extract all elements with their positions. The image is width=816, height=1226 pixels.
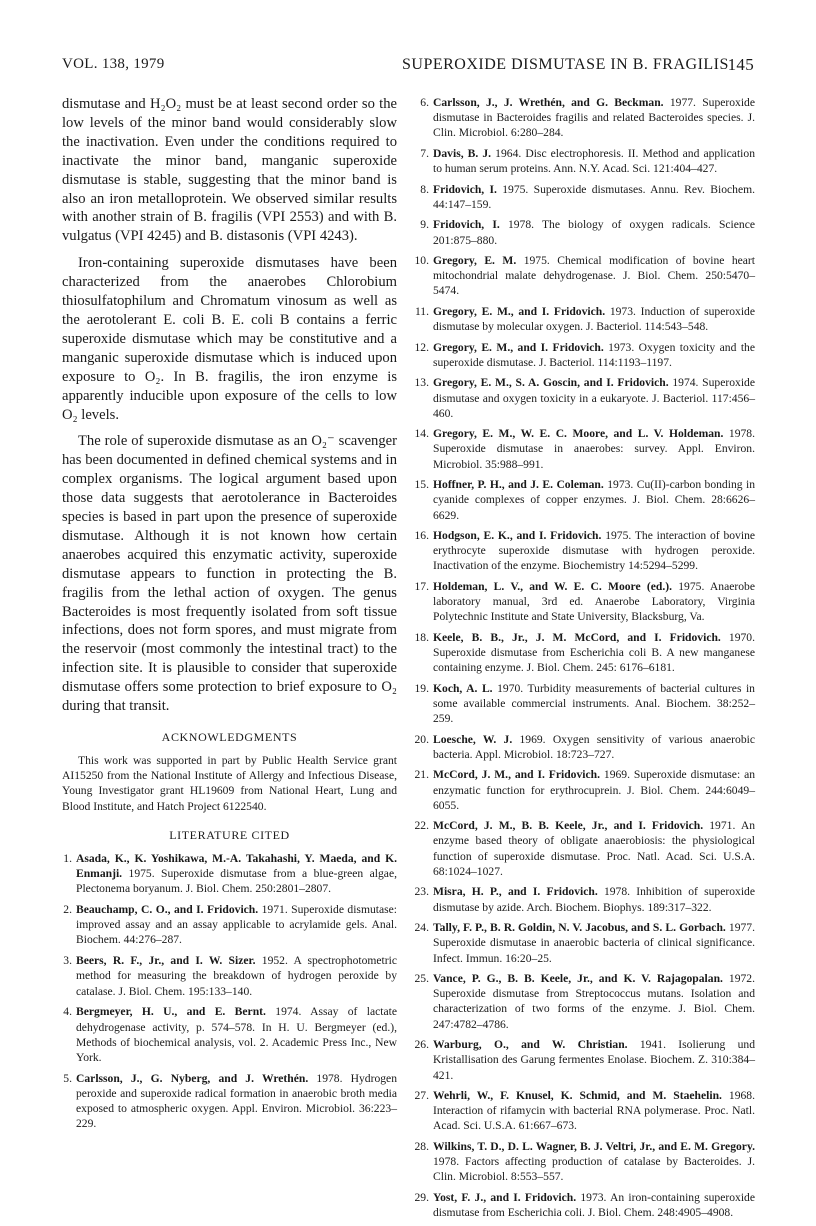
reference-number: 3. xyxy=(63,954,72,968)
literature-heading: LITERATURE CITED xyxy=(169,827,290,842)
reference-text: 1973. Cu(II)-carbon bonding in cyanide complexes of copper enzymes. J. Biol. Chem. 28:6626–6629. xyxy=(433,478,755,522)
reference-item xyxy=(414,1088,755,1134)
reference-text: 1978. Hydrogen peroxide and superoxide radical formation in anaerobic broth media exposed to atmospheric oxygen. Appl. Environ. Microbiol. 36:223–229. xyxy=(76,1071,397,1131)
reference-number: 23. xyxy=(414,885,429,899)
reference-item xyxy=(414,630,755,676)
body-paragraph-2: Iron-containing superoxide dismutases have been characterized from the anaerobes Chlorobium thiosulfatophilum and Chromatum vinosum as well as the aerotolerant E. coli B. E. coli B contains a ferric superoxide dismutase which may be constitutive and a manganic superoxide dismutase which is induced upon exposure to O₂. In B. fragilis, the iron enzyme is apparently inducible upon exposure of the cells to low O₂ levels. xyxy=(62,255,397,423)
reference-text: 1941. Isolierung und Kristallisation des Garung fermentes Enolase. Biochem. Z. 310:384–421. xyxy=(433,1038,755,1082)
reference-authors: Gregory, E. M. xyxy=(433,254,517,268)
running-title: SUPEROXIDE DISMUTASE IN B. FRAGILIS xyxy=(402,56,729,73)
reference-number: 21. xyxy=(414,768,429,782)
reference-text: 1970. Superoxide dismutase from Escherichia coli B. A new manganese containing enzyme. J. Biol. Chem. 245: 6176–6181. xyxy=(433,630,755,675)
reference-authors: Hodgson, E. K., and I. Fridovich. xyxy=(433,529,602,543)
reference-authors: Koch, A. L. xyxy=(433,681,493,695)
reference-number: 13. xyxy=(414,376,429,390)
reference-authors: McCord, J. M., B. B. Keele, Jr., and I. Fridovich. xyxy=(433,819,704,833)
reference-number: 1. xyxy=(63,851,72,865)
reference-text: 1974. Assay of lactate dehydrogenase activity, p. 574–578. In H. U. Bergmeyer (ed.), Methods of biochemical analysis, vol. 2. Academic Press Inc., New York. xyxy=(76,1005,398,1065)
reference-text: 1975. Superoxide dismutase from a blue-green algae, Plectonema boryanum. J. Biol. Chem. 250:2801–2807. xyxy=(76,867,397,896)
reference-item xyxy=(414,1139,755,1185)
reference-item xyxy=(414,426,755,472)
reference-item xyxy=(414,340,755,370)
reference-number: 26. xyxy=(414,1038,429,1052)
reference-text: 1973. Induction of superoxide dismutase by molecular oxygen. J. Bacteriol. 114:543–548. xyxy=(433,304,755,334)
reference-text: 1964. Disc electrophoresis. II. Method and application to human serum proteins. Ann. N.Y. Acad. Sci. 121:404–427. xyxy=(433,146,755,176)
reference-list-left xyxy=(62,851,397,1132)
page-number: 145 xyxy=(727,55,754,74)
body-paragraph-3: The role of superoxide dismutase as an O₂⁻ scavenger has been documented in defined chemical systems and in complex organisms. The logical argument based upon those data suggests that aerotolerance in Bacteroides species is based in part upon the presence of superoxide dismutase. Although it is not known how certain anaerobes acquired this enzymatic activity, superoxide dismutase appears to function in protecting the B. fragilis from the lethal action of oxygen. The genus Bacteroides is most frequently isolated from soft tissue infections, does not form spores, and must migrate from the reservoir (most commonly the intestinal tract) to the infection site. It is plausible to consider that superoxide dismutase offers some protection to brief exposure to O₂ during that transit. xyxy=(62,433,397,715)
reference-item xyxy=(414,528,756,574)
reference-text: 1970. Turbidity measurements of bacterial cultures in some available commercial instruments. Anal. Biochem. 38:252–259. xyxy=(433,681,755,726)
reference-number: 9. xyxy=(420,218,429,232)
reference-authors: Holdeman, L. V., and W. E. C. Moore (ed.). xyxy=(433,579,672,593)
journal-volume: VOL. 138, 1979 xyxy=(62,56,165,72)
running-header xyxy=(62,52,754,76)
reference-authors: Beers, R. F., Jr., and I. W. Sizer. xyxy=(76,954,256,968)
reference-authors: Wilkins, T. D., D. L. Wagner, B. J. Veltri, Jr., and E. M. Gregory. xyxy=(433,1139,755,1153)
reference-authors: Gregory, E. M., and I. Fridovich. xyxy=(433,304,606,318)
right-column xyxy=(414,95,756,1226)
reference-text: 1969. Oxygen sensitivity of various anaerobic bacteria. Appl. Microbiol. 18:723–727. xyxy=(433,732,755,761)
reference-authors: Warburg, O., and W. Christian. xyxy=(433,1038,628,1052)
reference-number: 4. xyxy=(63,1005,72,1019)
reference-authors: Davis, B. J. xyxy=(433,146,492,160)
reference-number: 27. xyxy=(414,1089,429,1103)
reference-number: 2. xyxy=(63,903,72,917)
acknowledgments-text: This work was supported in part by Public Health Service grant AI15250 from the National Institute of Allergy and Infectious Disease, Young Investigator grant HL19609 from National Heart, Lung and Blood Institute, and Hatch Project 6122540. xyxy=(62,754,397,813)
reference-number: 12. xyxy=(414,340,429,354)
reference-item xyxy=(414,477,755,523)
reference-authors: Carlsson, J., J. Wrethén, and G. Beckman. xyxy=(433,96,664,109)
reference-authors: Vance, P. G., B. B. Keele, Jr., and K. V. Rajagopalan. xyxy=(433,972,723,985)
reference-item xyxy=(419,95,755,141)
body-text xyxy=(62,95,397,716)
reference-number: 18. xyxy=(414,630,429,644)
reference-number: 11. xyxy=(414,304,429,318)
reference-text: 1975. The interaction of bovine erythrocyte superoxide dismutase with hydrogen peroxide. Inactivation of the enzyme. Biochemistry 14:5294–5299. xyxy=(433,529,756,573)
reference-item xyxy=(62,902,397,948)
reference-item xyxy=(414,375,755,421)
reference-text: 1975. Anaerobe laboratory manual, 3rd ed. Anaerobe Laboratory, Virginia Polytechnic Institute and State University, Blacksburg, Va. xyxy=(433,579,755,624)
reference-item xyxy=(62,953,397,999)
reference-authors: Misra, H. P., and I. Fridovich. xyxy=(433,885,598,899)
reference-item xyxy=(62,1004,397,1065)
reference-number: 25. xyxy=(414,972,429,985)
reference-text: 1968. Interaction of rifamycin with bacterial RNA polymerase. Proc. Natl. Acad. Sci. U.S.A. 61:667–673. xyxy=(433,1089,755,1133)
reference-text: 1974. Superoxide dismutase and oxygen toxicity in a eukaryote. J. Bacteriol. 117:456–460. xyxy=(433,376,755,420)
reference-number: 10. xyxy=(414,254,429,268)
reference-text: 1972. Superoxide dismutase from Streptococcus mutans. Isolation and characterization of two forms of the enzyme. J. Biol. Chem. 247:4782–4786. xyxy=(433,972,755,1031)
reference-authors: Hoffner, P. H., and J. E. Coleman. xyxy=(433,478,604,492)
reference-number: 28. xyxy=(414,1139,429,1153)
reference-authors: Bergmeyer, H. U., and E. Bernt. xyxy=(76,1005,266,1019)
reference-number: 19. xyxy=(414,681,429,695)
reference-number: 7. xyxy=(420,146,429,160)
reference-text: 1952. A spectrophotometric method for measuring the breakdown of hydrogen peroxide by catalase. J. Biol. Chem. 195:133–140. xyxy=(76,954,398,998)
reference-text: 1977. Superoxide dismutase in Bacteroides fragilis and related Bacteroides species. J. Clin. Microbiol. 6:280–284. xyxy=(433,96,756,140)
reference-authors: Beauchamp, C. O., and I. Fridovich. xyxy=(76,903,259,917)
reference-text: 1978. Factors affecting production of catalase by Bacteroides. J. Clin. Microbiol. 8:553–557. xyxy=(433,1155,755,1184)
left-column xyxy=(62,95,397,1137)
reference-text: 1977. Superoxide dismutase in anaerobic bacteria of clinical significance. Infect. Immun. 16:20–25. xyxy=(433,921,755,965)
reference-authors: Fridovich, I. xyxy=(433,182,497,196)
reference-authors: Gregory, E. M., W. E. C. Moore, and L. V. Holdeman. xyxy=(433,427,724,441)
reference-item xyxy=(62,851,397,897)
reference-list-right xyxy=(414,95,756,1220)
reference-authors: Gregory, E. M., S. A. Goscin, and I. Fridovich. xyxy=(433,376,669,390)
reference-item xyxy=(414,579,755,625)
reference-text: 1969. Superoxide dismutase: an enzymatic function for erythrocuprein. J. Biol. Chem. 244:6049–6055. xyxy=(433,768,756,812)
reference-number: 5. xyxy=(63,1071,72,1085)
reference-text: 1975. Superoxide dismutases. Annu. Rev. Biochem. 44:147–159. xyxy=(433,182,756,211)
reference-authors: Tally, F. P., B. R. Goldin, N. V. Jacobus, and S. L. Gorbach. xyxy=(433,921,726,935)
reference-number: 14. xyxy=(414,427,429,441)
reference-number: 6. xyxy=(420,96,429,109)
reference-text: 1973. An iron-containing superoxide dismutase from Escherichia coli. J. Biol. Chem. 248:4905–4908. xyxy=(433,1190,755,1220)
reference-item xyxy=(419,146,755,176)
acknowledgments-heading: ACKNOWLEDGMENTS xyxy=(161,730,298,744)
reference-authors: Fridovich, I. xyxy=(433,218,500,232)
reference-authors: Loesche, W. J. xyxy=(433,732,513,746)
reference-text: 1975. Chemical modification of bovine heart mitochondrial malate dehydrogenase. J. Biol. Chem. 250:5470–5474. xyxy=(433,254,755,298)
reference-authors: Yost, F. J., and I. Fridovich. xyxy=(433,1190,577,1204)
reference-number: 8. xyxy=(420,182,429,196)
reference-item xyxy=(62,1071,397,1132)
reference-item xyxy=(414,818,755,879)
reference-number: 24. xyxy=(414,921,429,935)
reference-authors: Asada, K., K. Yoshikawa, M.-A. Takahashi, Y. Maeda, and K. Enmanji. xyxy=(76,851,397,881)
reference-number: 16. xyxy=(414,529,429,543)
reference-number: 15. xyxy=(414,478,429,492)
reference-text: 1978. Superoxide dismutase in anaerobes: survey. Appl. Environ. Microbiol. 35:988–991. xyxy=(433,427,755,471)
reference-text: 1971. Superoxide dismutase: improved assay and an assay applicable to acrylamide gels. Anal. Biochem. 44:276–287. xyxy=(76,903,398,947)
reference-authors: Wehrli, W., F. Knusel, K. Schmid, and M. Staehelin. xyxy=(433,1089,722,1103)
reference-authors: Keele, B. B., Jr., J. M. McCord, and I. Fridovich. xyxy=(433,630,721,644)
reference-item xyxy=(414,732,755,762)
reference-number: 29. xyxy=(414,1190,429,1204)
reference-item xyxy=(414,304,755,334)
reference-item xyxy=(414,1037,755,1083)
reference-authors: McCord, J. M., and I. Fridovich. xyxy=(433,768,600,782)
reference-number: 20. xyxy=(414,732,429,746)
reference-item xyxy=(414,767,756,813)
reference-item xyxy=(414,884,755,914)
body-paragraph-1: dismutase and H₂O₂ must be at least second order so the low levels of the minor band would considerably slow the inactivation. Even under the conditions required to inactivate the minor band, manganic superoxide dismutase is stable, suggesting that the minor band is also an iron metalloprotein. We observed similar results with another strain of B. fragilis (VPI 2553) and with B. vulgatus (VPI 4245) and B. distasonis (VPI 4243). xyxy=(62,96,397,245)
reference-item xyxy=(414,920,755,966)
reference-item xyxy=(414,253,755,299)
reference-text: 1978. The biology of oxygen radicals. Science 201:875–880. xyxy=(433,218,755,247)
reference-item xyxy=(414,971,755,1032)
reference-text: 1971. An enzyme based theory of obligate anaerobiosis: the physiological function of superoxide dismutase. Proc. Natl. Acad. Sci. U.S.A. 68:1024–1027. xyxy=(433,819,755,878)
reference-number: 22. xyxy=(414,819,429,833)
reference-authors: Gregory, E. M., and I. Fridovich. xyxy=(433,340,604,354)
reference-item xyxy=(419,182,755,212)
reference-text: 1978. Inhibition of superoxide dismutase by azide. Arch. Biochem. Biophys. 189:317–322. xyxy=(433,885,755,914)
reference-number: 17. xyxy=(414,579,429,593)
reference-text: 1973. Oxygen toxicity and the superoxide dismutase. J. Bacteriol. 114:1193–1197. xyxy=(433,340,755,369)
reference-item xyxy=(419,217,755,247)
reference-authors: Carlsson, J., G. Nyberg, and J. Wrethén. xyxy=(76,1071,309,1085)
reference-item xyxy=(414,681,755,727)
